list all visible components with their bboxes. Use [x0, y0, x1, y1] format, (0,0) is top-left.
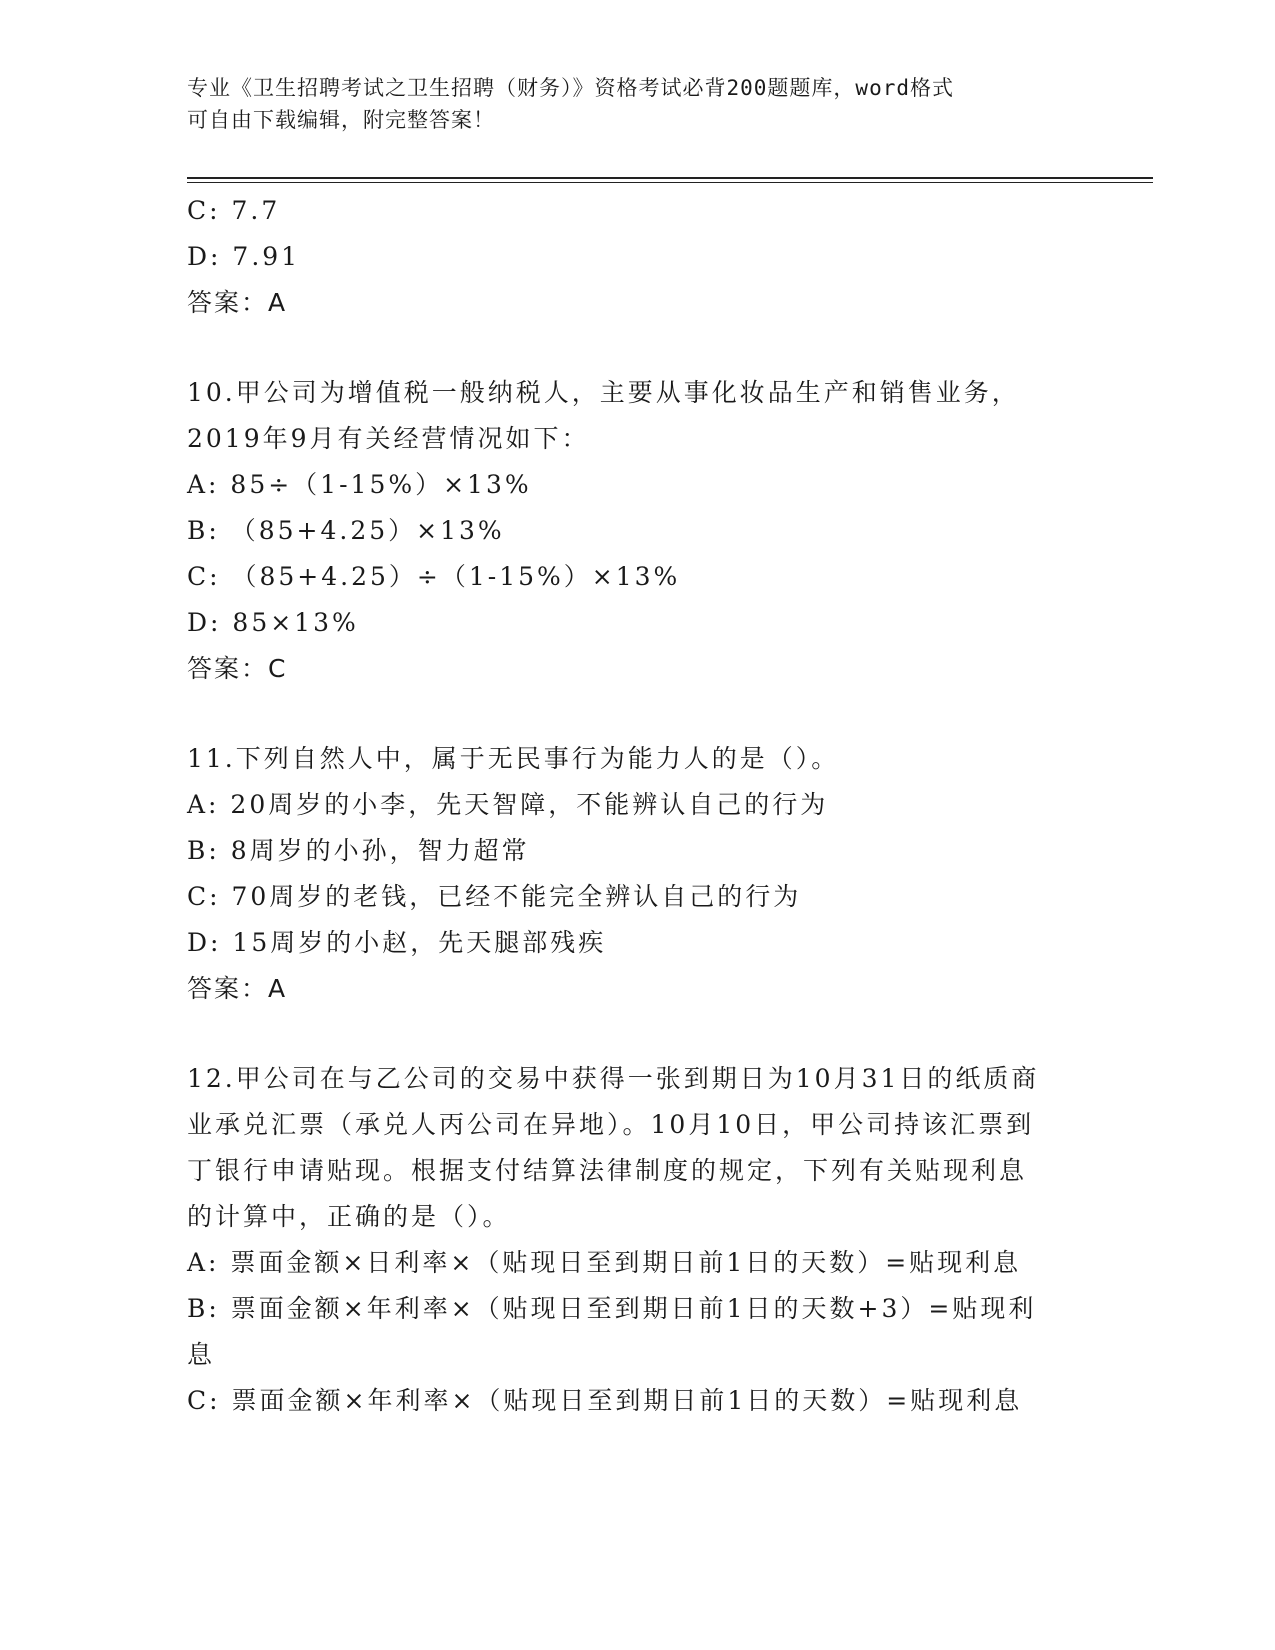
question-gap	[187, 692, 1107, 736]
question-gap	[187, 1012, 1107, 1056]
header-divider-thick	[187, 177, 1153, 179]
option-a: A: 20周岁的小李，先天智障，不能辨认自己的行为	[187, 790, 829, 819]
answer-line: 答案：A	[187, 974, 288, 1003]
question-block-11	[187, 736, 1107, 1012]
question-block-12	[187, 1056, 1107, 1424]
header-line-1: 专业《卫生招聘考试之卫生招聘（财务）》资格考试必背200题题库，word格式	[187, 76, 954, 100]
document-header	[187, 72, 1087, 136]
option-c: C: 7.7	[187, 196, 281, 225]
question-stem: 11.下列自然人中，属于无民事行为能力人的是（）。	[187, 744, 840, 773]
question-stem: 2019年9月有关经营情况如下：	[187, 424, 590, 453]
option-b-continued: 息	[187, 1340, 216, 1369]
answer-line: 答案：A	[187, 288, 288, 317]
question-stem: 的计算中，正确的是（）。	[187, 1202, 511, 1231]
question-block-9	[187, 188, 1107, 326]
option-c: C: 票面金额×年利率×（贴现日至到期日前1日的天数）=贴现利息	[187, 1386, 1023, 1415]
question-stem: 12.甲公司在与乙公司的交易中获得一张到期日为10月31日的纸质商	[187, 1064, 1040, 1093]
question-stem: 10.甲公司为增值税一般纳税人，主要从事化妆品生产和销售业务，	[187, 378, 1020, 407]
question-content	[187, 188, 1107, 1424]
option-d: D: 15周岁的小赵，先天腿部残疾	[187, 928, 607, 957]
question-stem: 丁银行申请贴现。根据支付结算法律制度的规定，下列有关贴现利息	[187, 1156, 1028, 1185]
option-b: B: 票面金额×年利率×（贴现日至到期日前1日的天数+3）=贴现利	[187, 1294, 1037, 1323]
header-divider-thin	[187, 182, 1153, 183]
option-a: A: 85÷（1-15%）×13%	[187, 470, 532, 499]
answer-line: 答案：C	[187, 654, 288, 683]
question-block-10	[187, 370, 1107, 692]
question-gap	[187, 326, 1107, 370]
option-a: A: 票面金额×日利率×（贴现日至到期日前1日的天数）=贴现利息	[187, 1248, 1022, 1277]
option-d: D: 7.91	[187, 242, 301, 271]
header-line-2: 可自由下载编辑，附完整答案！	[187, 108, 495, 132]
option-c: C: 70周岁的老钱，已经不能完全辨认自己的行为	[187, 882, 802, 911]
option-b: B: 8周岁的小孙，智力超常	[187, 836, 530, 865]
option-c: C: （85+4.25）÷（1-15%）×13%	[187, 562, 681, 591]
option-d: D: 85×13%	[187, 608, 359, 637]
question-stem: 业承兑汇票（承兑人丙公司在异地）。10月10日，甲公司持该汇票到	[187, 1110, 1035, 1139]
option-b: B: （85+4.25）×13%	[187, 516, 505, 545]
